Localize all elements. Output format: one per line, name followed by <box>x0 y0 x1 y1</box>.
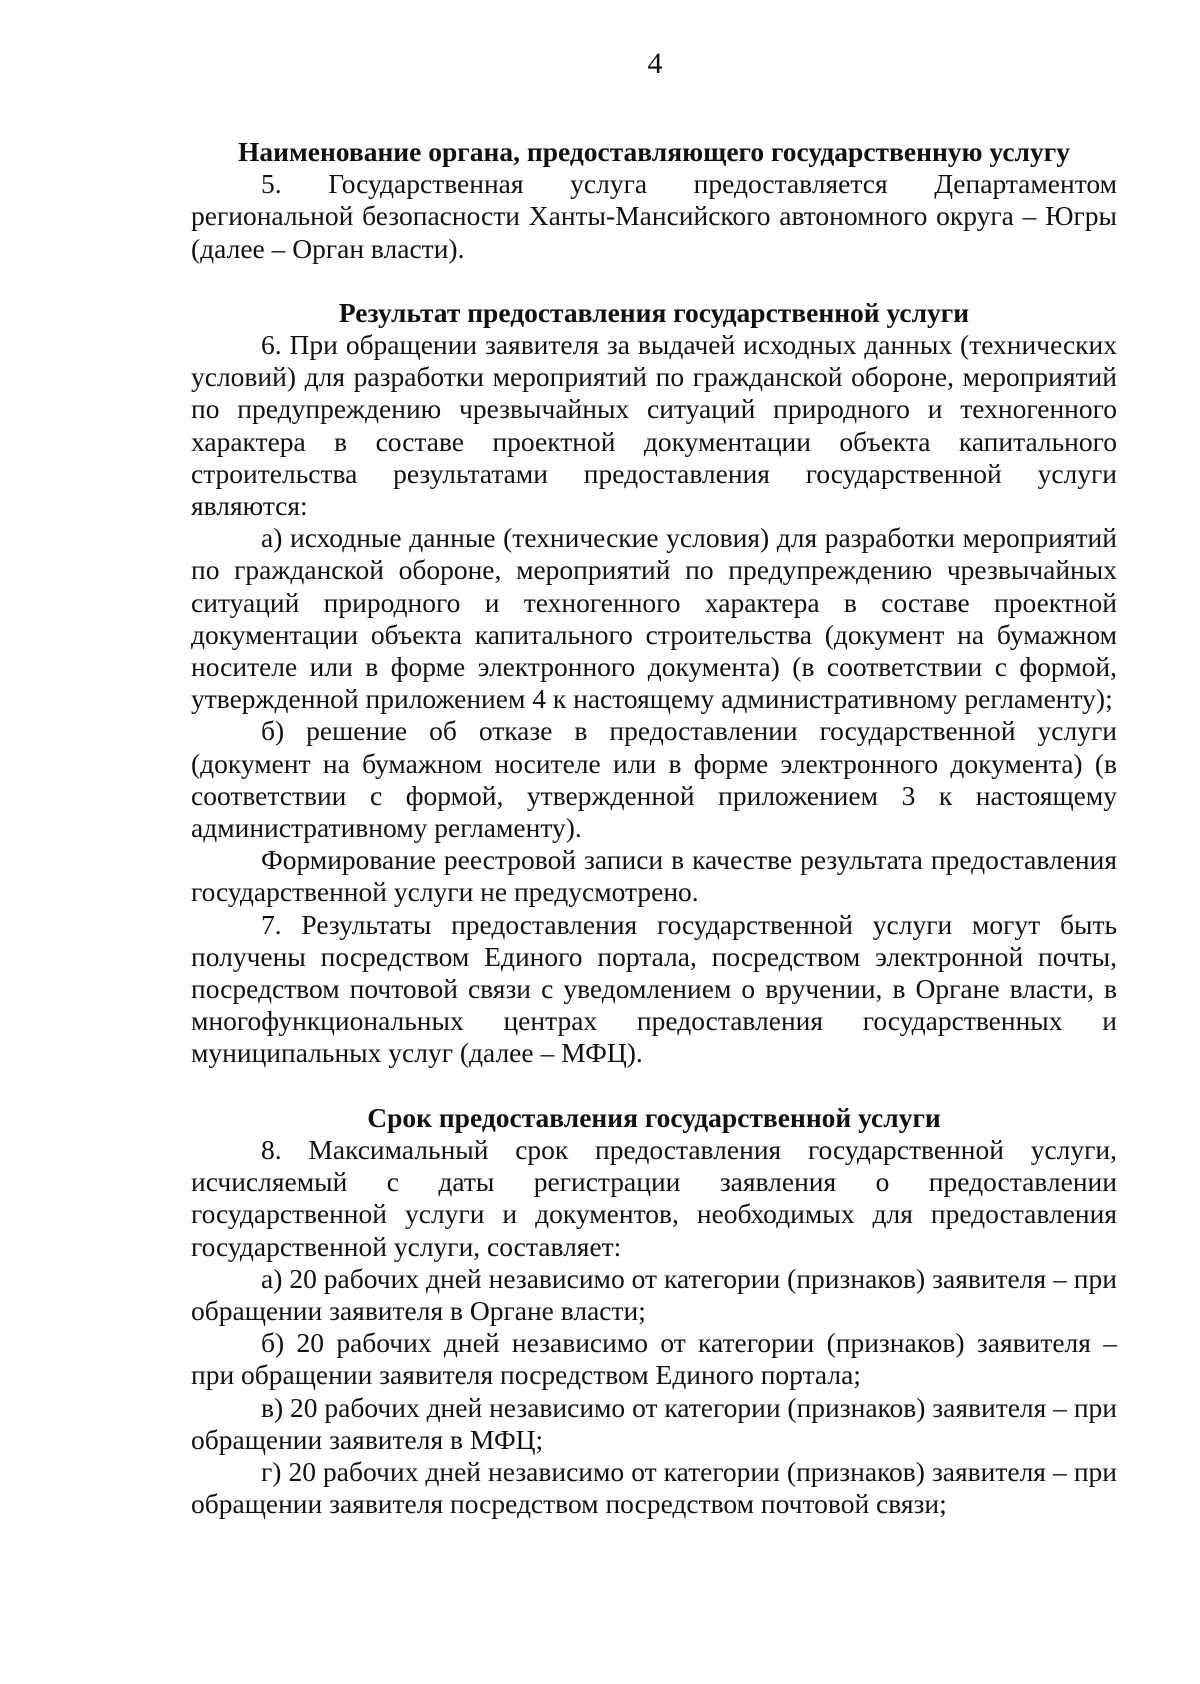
section-service-term <box>191 1102 1117 1521</box>
section-service-result <box>191 297 1117 1070</box>
paragraph-8-b: б) 20 рабочих дней независимо от категории (признаков) заявителя – при обращении заявителя посредством Единого портала; <box>191 1327 1117 1391</box>
paragraph-8: 8. Максимальный срок предоставления государственной услуги, исчисляемый с даты регистрации заявления о предоставлении государственной услуги и документов, необходимых для предоставления государственной услуги, составляет: <box>191 1133 1117 1262</box>
paragraph-6-a: а) исходные данные (технические условия) для разработки мероприятий по гражданской обороне, мероприятий по предупреждению чрезвычайных ситуаций природного и техногенного характера в составе проектной документации объекта капитального строительства (документ на бумажном носителе или в форме электронного документа) (в соответствии с формой, утвержденной приложением 4 к настоящему административному регламенту); <box>191 522 1117 715</box>
paragraph-6-b: б) решение об отказе в предоставлении государственной услуги (документ на бумажном носителе или в форме электронного документа) (в соответствии с формой, утвержденной приложением 3 к настоящему административному регламенту). <box>191 715 1117 844</box>
paragraph-8-a: а) 20 рабочих дней независимо от категории (признаков) заявителя – при обращении заявителя в Органе власти; <box>191 1262 1117 1326</box>
section-heading-authority: Наименование органа, предоставляющего государственную услугу <box>238 136 1070 167</box>
paragraph-6: 6. При обращении заявителя за выдачей исходных данных (технических условий) для разработки мероприятий по гражданской обороне, мероприятий по предупреждению чрезвычайных ситуаций природного и техногенного характера в составе проектной документации объекта капитального строительства результатами предоставления государственной услуги являются: <box>191 329 1117 522</box>
paragraph-registry-record: Формирование реестровой записи в качестве результата предоставления государственной услуги не предусмотрено. <box>191 844 1117 908</box>
paragraph-8-v: в) 20 рабочих дней независимо от категории (признаков) заявителя – при обращении заявителя в МФЦ; <box>191 1391 1117 1455</box>
section-heading-result: Результат предоставления государственной услуги <box>338 296 970 328</box>
paragraph-7: 7. Результаты предоставления государственной услуги могут быть получены посредством Единого портала, посредством электронной почты, посредством почтовой связи с уведомлением о вручении, в Органе власти, в многофункциональных центрах предоставления государственных и муниципальных услуг (далее – МФЦ). <box>191 908 1117 1069</box>
page-number: 4 <box>647 47 663 80</box>
section-heading-term: Срок предоставления государственной услуги <box>367 1101 941 1133</box>
document-body <box>191 136 1117 1520</box>
paragraph-5: 5. Государственная услуга предоставляется Департаментом региональной безопасности Ханты-Мансийского автономного округа – Югры (далее – Орган власти). <box>191 168 1117 264</box>
section-service-authority <box>191 136 1117 265</box>
paragraph-8-g: г) 20 рабочих дней независимо от категории (признаков) заявителя – при обращении заявителя посредством посредством почтовой связи; <box>191 1455 1117 1520</box>
